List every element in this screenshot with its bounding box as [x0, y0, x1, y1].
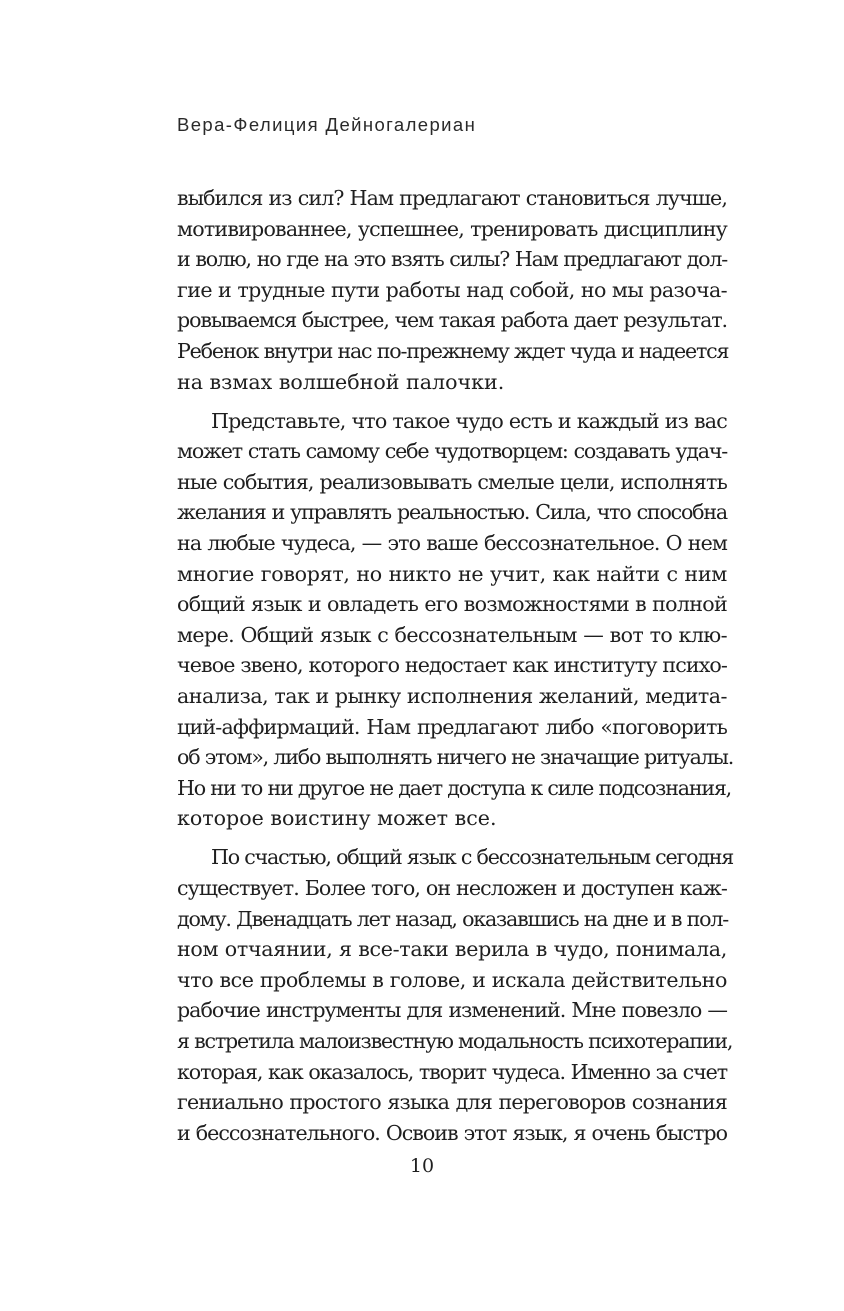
text-line: рабочие инструменты для изменений. Мне повезло —	[177, 998, 727, 1023]
text-line: ные события, реализовывать смелые цели, исполнять	[177, 469, 727, 494]
text-line: Представьте, что такое чудо есть и каждый из вас	[211, 408, 727, 433]
text-line: мотивированнее, успешнее, тренировать дисциплину	[177, 216, 727, 241]
body-text	[177, 183, 734, 1148]
text-line: общий язык и овладеть его возможностями в полной	[177, 592, 727, 617]
text-line: гие и трудные пути работы над собой, но мы разоча-	[177, 277, 727, 302]
text-line: Но ни то ни другое не дает доступа к силе подсознания,	[177, 775, 732, 800]
text-line: дому. Двенадцать лет назад, оказавшись на дне и в пол-	[177, 906, 728, 931]
text-line: выбился из сил? Нам предлагают становиться лучше,	[177, 186, 727, 210]
text-line: желания и управлять реальностью. Сила, что способна	[177, 500, 727, 525]
text-line: что все проблемы в голове, и искала действительно	[177, 967, 727, 992]
text-line: и бессознательного. Освоив этот язык, я очень быстро	[177, 1120, 727, 1145]
text-line: анализа, так и рынку исполнения желаний, медита-	[177, 684, 727, 708]
text-line: которое воистину может все.	[177, 806, 497, 831]
running-head-author: Вера-Фелиция Дейногалериан	[177, 114, 477, 135]
text-line: многие говорят, но никто не учит, как найти с ним	[177, 561, 727, 586]
paragraph-2	[177, 406, 734, 834]
text-line: которая, как оказалось, творит чудеса. Именно за счет	[177, 1059, 727, 1084]
text-line: на любые чудеса, — это ваше бессознательное. О нем	[177, 531, 727, 556]
text-line: существует. Более того, он несложен и доступен каж-	[177, 876, 727, 901]
paragraph-1	[177, 183, 727, 397]
text-line: и волю, но где на это взять силы? Нам предлагают дол-	[177, 247, 727, 272]
text-line: гениально простого языка для переговоров сознания	[177, 1090, 727, 1115]
text-line: По счастью, общий язык с бессознательным сегодня	[211, 845, 734, 870]
text-line: ном отчаянии, я все-таки верила в чудо, понимала,	[177, 937, 727, 962]
text-line: на взмах волшебной палочки.	[177, 369, 505, 394]
text-line: ций-аффирмаций. Нам предлагают либо «поговорить	[177, 714, 727, 739]
text-line: ровываемся быстрее, чем такая работа дает результат.	[177, 308, 727, 333]
text-line: Ребенок внутри нас по-прежнему ждет чуда и надеется	[177, 338, 729, 363]
text-line: мере. Общий язык с бессознательным — вот то клю-	[177, 622, 727, 647]
paragraph-3	[177, 842, 734, 1148]
text-line: может стать самому себе чудотворцем: создавать удач-	[177, 439, 727, 464]
text-line: об этом», либо выполнять ничего не значащие ритуалы.	[177, 745, 734, 770]
text-line: я встретила малоизвестную модальность психотерапии,	[177, 1029, 733, 1054]
text-line: чевое звено, которого недостает как институту психо-	[177, 653, 727, 678]
page-number: 10	[409, 1155, 435, 1177]
